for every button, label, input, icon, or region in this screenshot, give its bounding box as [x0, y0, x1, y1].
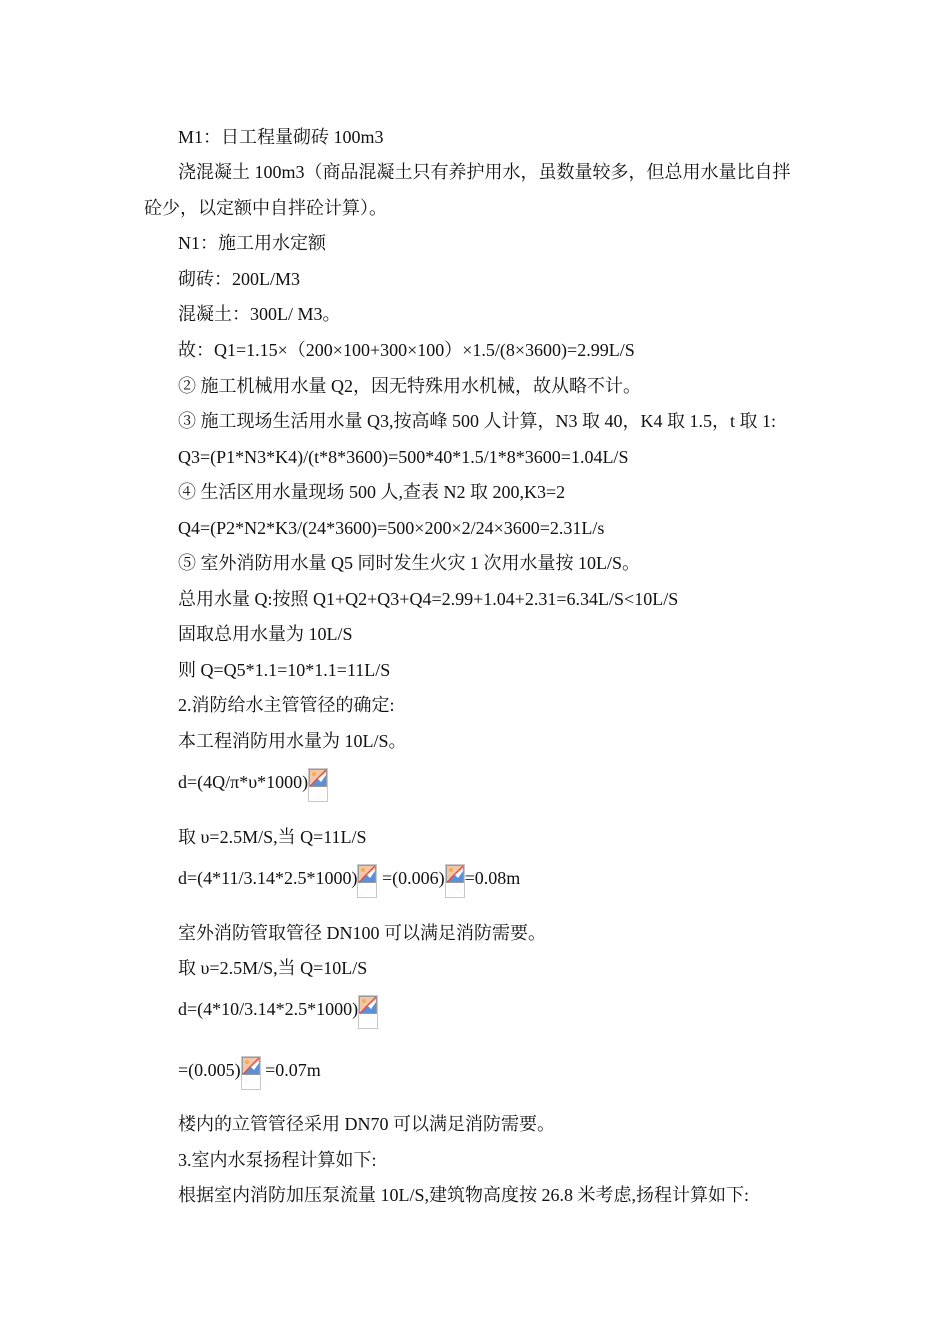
text-line-q2: ② 施工机械用水量 Q2，因无特殊用水机械，故从略不计。 [178, 376, 641, 396]
text-line-q3-formula: Q3=(P1*N3*K4)/(t*8*3600)=500*40*1.5/1*8*3600=1.04L/S [178, 447, 629, 467]
text-line-q5: ⑤ 室外消防用水量 Q5 同时发生火灾 1 次用水量按 10L/S。 [178, 553, 641, 573]
broken-image-icon [308, 768, 328, 802]
text-line-q4-desc: ④ 生活区用水量现场 500 人,查表 N2 取 200,K3=2 [178, 482, 566, 502]
formula-2-part3: =0.08m [464, 868, 521, 888]
formula-line-2 [178, 866, 520, 898]
text-line-pump-detail: 根据室内消防加压泵流量 10L/S,建筑物高度按 26.8 米考虑,扬程计算如下: [178, 1185, 750, 1205]
text-line-v2: 取 υ=2.5M/S,当 Q=10L/S [178, 958, 368, 978]
formula-line-3 [178, 997, 378, 1029]
formula-2-part2: =(0.006) [377, 868, 445, 888]
formula-4-part2: =0.07m [260, 1060, 321, 1080]
broken-image-icon [445, 864, 465, 898]
broken-image-icon [241, 1056, 261, 1090]
text-line-m1: M1：日工程量砌砖 100m3 [178, 127, 384, 147]
text-line-concrete-quota: 混凝土：300L/ M3。 [178, 304, 341, 324]
text-line-concrete-cont: 砼少，以定额中自拌砼计算）。 [144, 198, 387, 218]
broken-image-icon [358, 995, 378, 1029]
text-line-dn70: 楼内的立管管径采用 DN70 可以满足消防需要。 [178, 1114, 555, 1134]
text-line-n1: N1：施工用水定额 [178, 233, 326, 253]
text-line-q-final: 则 Q=Q5*1.1=10*1.1=11L/S [178, 660, 391, 680]
formula-4-part1: =(0.005) [178, 1060, 241, 1080]
formula-line-1 [178, 770, 328, 802]
text-line-v1: 取 υ=2.5M/S,当 Q=11L/S [178, 827, 367, 847]
text-line-q1: 故：Q1=1.15×（200×100+300×100）×1.5/(8×3600)=2.99L/S [178, 340, 635, 360]
section-heading-pipe: 2.消防给水主管管径的确定: [178, 695, 395, 715]
text-line-fire-flow: 本工程消防用水量为 10L/S。 [178, 731, 407, 751]
text-line-q4-formula: Q4=(P2*N2*K3/(24*3600)=500×200×2/24×3600=2.31L/s [178, 518, 605, 538]
formula-2-part1: d=(4*11/3.14*2.5*1000) [178, 868, 358, 888]
formula-1-text: d=(4Q/π*υ*1000) [178, 772, 309, 792]
text-line-dn100: 室外消防管取管径 DN100 可以满足消防需要。 [178, 923, 546, 943]
text-line-total: 总用水量 Q:按照 Q1+Q2+Q3+Q4=2.99+1.04+2.31=6.34L/S<10L/S [178, 589, 679, 609]
formula-line-4 [178, 1058, 321, 1090]
broken-image-icon [357, 864, 377, 898]
section-heading-pump: 3.室内水泵扬程计算如下: [178, 1150, 377, 1170]
text-line-q3-desc: ③ 施工现场生活用水量 Q3,按高峰 500 人计算，N3 取 40，K4 取 1.5，t 取 1: [178, 411, 776, 431]
text-line-total-take: 固取总用水量为 10L/S [178, 624, 353, 644]
text-line-brick: 砌砖：200L/M3 [178, 269, 301, 289]
text-line-concrete: 浇混凝土 100m3（商品混凝土只有养护用水，虽数量较多，但总用水量比自拌 [178, 162, 791, 182]
formula-3-text: d=(4*10/3.14*2.5*1000) [178, 999, 359, 1019]
